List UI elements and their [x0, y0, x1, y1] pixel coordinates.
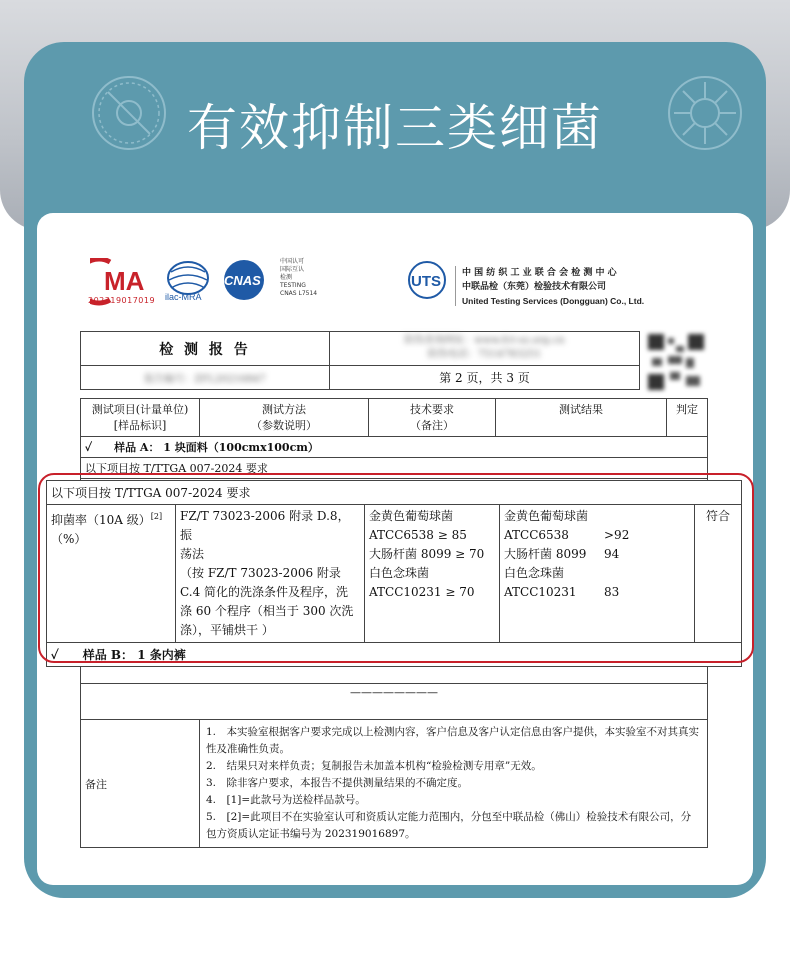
result-line: 白色念珠菌 [504, 566, 565, 580]
result-line: 大肠杆菌 8099 94 [504, 547, 620, 561]
cma-number: 202319017019 [88, 296, 156, 305]
requirement: 金黄色葡萄球菌 ATCC6538 ≥ 85 大肠杆菌 8099 ≥ 70 白色念珠菌 ATCC10231 ≥ 70 [365, 505, 500, 643]
test-method: FZ/T 73023-2006 附录 D.8，振 荡法 （按 FZ/T 73023-2006 附录 C.4 简化的洗涤条件及程序，洗 涤 60 个程序（相当于 300 次洗 涤），平铺烘干 ） [176, 505, 365, 643]
svg-text:ilac-MRA: ilac-MRA [165, 292, 202, 302]
page-info: 第 2 页，共 3 页 [330, 366, 640, 390]
notes-label: 备注 [81, 720, 200, 848]
judgement: 符合 [695, 505, 742, 643]
notes-cell: 1. 本实验室根据客户要求完成以上检测内容，客户信息及客户认定信息由客户提供，本实验室不对其真实性及准确性负责。 2. 结果只对来样负责；复制报告未加盖本机构“检验检测专用章”无效。 3. 除非客户要求，本报告不提供测量结果的不确定度。 4. [1]=此款号为送检样品款号。 5. [2]=此项目不在实验室认可和资质认定能力范围内，分包至中联品检（佛山）检验技术有限公司，分包方资质认定证书编号为 202319016897。 [200, 720, 708, 848]
highlight-border [38, 473, 754, 663]
svg-text:UTS: UTS [411, 273, 441, 290]
logo-divider [455, 266, 456, 306]
sample-a-row: ✓ 样品 A： 1 块面料（100cmx100cm） [81, 437, 708, 458]
cnas-logo [216, 258, 272, 302]
cnas-caption: 中国认可 国际互认 检测 TESTING CNAS L7514 [280, 258, 318, 297]
end-line: ———————— [81, 684, 708, 720]
test-item: 抑菌率（10A 级）[2] （%） [47, 505, 176, 643]
header-item: 测试项目(计量单位) [样品标识] [81, 399, 200, 437]
report-title: 检 测 报 告 [81, 332, 330, 366]
sample-b-row: ✓ 样品 B： 1 条内裤 [47, 643, 742, 667]
uts-caption: 中 国 纺 织 工 业 联 合 会 检 测 中 心 中联品检（东莞）检验技术有限公司 United Testing Services (Dongguan) Co., Ltd. [462, 268, 645, 306]
svg-text:CNAS: CNAS [224, 273, 261, 288]
standard-line-behind: 以下项目按 T/TTGA 007-2024 要求 [81, 458, 708, 479]
header-judge: 判定 [667, 399, 708, 437]
svg-text:MA: MA [104, 266, 145, 296]
ilac-mra-logo [163, 258, 213, 302]
report-contact: 防伪查询网址：www.fct-sz.org.cn 防伪电话：7514783251 [330, 332, 640, 366]
result-line: 金黄色葡萄球菌 [504, 509, 589, 523]
page-title: 有效抑制三类细菌 [187, 99, 603, 157]
header-result: 测试结果 [496, 399, 667, 437]
qr-code [646, 332, 706, 392]
header-method: 测试方法 （参数说明） [200, 399, 369, 437]
header-requirement: 技术要求 （备注） [369, 399, 496, 437]
standard-line: 以下项目按 T/TTGA 007-2024 要求 [47, 481, 742, 505]
result-line: ATCC6538 >92 [504, 528, 630, 542]
result-line: ATCC10231 83 [504, 585, 620, 599]
uts-logo [402, 260, 452, 306]
report-number: 报告编号：ZFL20216847 [81, 366, 330, 390]
report-header-table [80, 331, 640, 390]
